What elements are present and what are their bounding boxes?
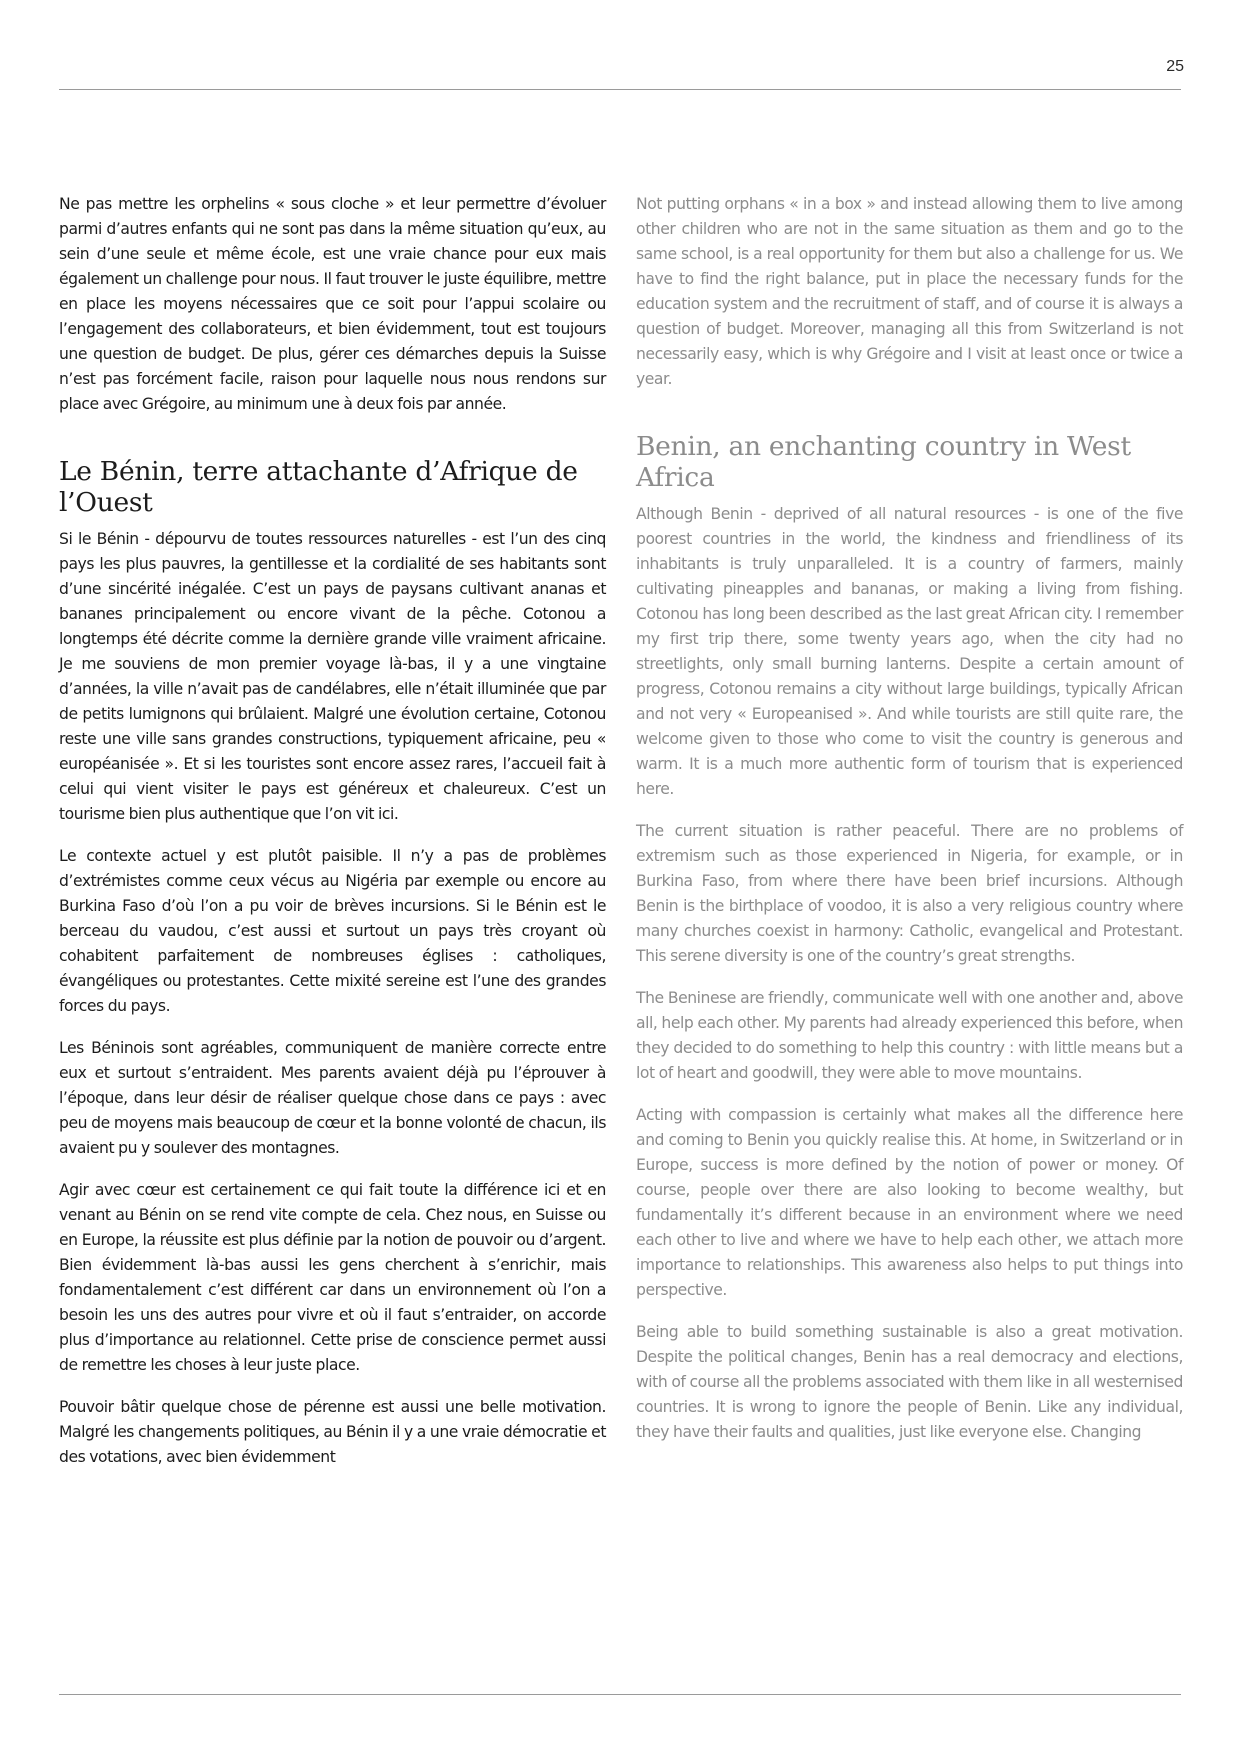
english-paragraph: Acting with compassion is certainly what makes all the difference here and coming to Benin you quickly realise this. At home, in Switzerland or in Europe, success is more defined by the notion of power or money. Of course, people over there are also looking to become wealthy, but fundamentally it’s different because in an environment where we need each other to live and where we have to help each other, we attach more importance to relationships. This awareness also helps to put things into perspective. (636, 1106, 1183, 1299)
english-paragraph: Being able to build something sustainable is also a great motivation. Despite the political changes, Benin has a real democracy and elections, with of course all the problems associated with them like in all westernised countries. It is wrong to ignore the people of Benin. Like any individual, they have their faults and qualities, just like everyone else. Changing (636, 1323, 1183, 1441)
french-paragraph: Le contexte actuel y est plutôt paisible. Il n’y a pas de problèmes d’extrémistes comme ceux vécus au Nigéria par exemple ou encore au Burkina Faso d’où l’on a pu voir de brèves incursions. Si le Bénin est le berceau du vaudou, c’est aussi et surtout un pays très croyant où cohabitent parfaitement de nombreuses églises : catholiques, évangéliques ou protestantes. Cette mixité sereine est l’une des grandes forces du pays. (59, 847, 606, 1015)
english-section-heading: Benin, an enchanting country in West Africa (636, 431, 1131, 493)
french-column (59, 192, 606, 1487)
english-intro-paragraph: Not putting orphans « in a box » and instead allowing them to live among other children who are not in the same situation as them and go to the same school, is a real opportunity for them but also a challenge for us. We have to find the right balance, put in place the necessary funds for the education system and the recruitment of staff, and of course it is always a question of budget. Moreover, managing all this from Switzerland is not necessarily easy, which is why Grégoire and I visit at least once or twice a year. (636, 195, 1183, 388)
header-divider (59, 89, 1181, 90)
english-paragraph: The Beninese are friendly, communicate well with one another and, above all, help each other. My parents had already experienced this before, when they decided to do something to help this country : with little means but a lot of heart and goodwill, they were able to move mountains. (636, 989, 1183, 1082)
french-paragraph: Pouvoir bâtir quelque chose de pérenne est aussi une belle motivation. Malgré les changements politiques, au Bénin il y a une vraie démocratie et des votations, avec bien évidemment (59, 1398, 606, 1466)
page-number: 25 (1166, 58, 1184, 75)
english-paragraph: Although Benin - deprived of all natural resources - is one of the five poorest countries in the world, the kindness and friendliness of its inhabitants is truly unparalleled. It is a country of farmers, mainly cultivating pineapples and bananas, or making a living from fishing. Cotonou has long been described as the last great African city. I remember my first trip there, some twenty years ago, when the city had no streetlights, only small burning lanterns. Despite a certain amount of progress, Cotonou remains a city without large buildings, typically African and not very « Europeanised ». And while tourists are still quite rare, the welcome given to those who come to visit the country is generous and warm. It is a much more authentic form of tourism that is experienced here. (636, 505, 1183, 798)
french-paragraph: Agir avec cœur est certainement ce qui fait toute la différence ici et en venant au Bénin on se rend vite compte de cela. Chez nous, en Suisse ou en Europe, la réussite est plus définie par la notion de pouvoir ou d’argent. Bien évidemment là-bas aussi les gens cherchent à s’enrichir, mais fondamentalement c’est différent car dans un environnement où l’on a besoin les uns des autres pour vivre et où il faut s’entraider, on accorde plus d’importance au relationnel. Cette prise de conscience permet aussi de remettre les choses à leur juste place. (59, 1181, 606, 1374)
footer-divider (59, 1694, 1181, 1695)
english-paragraph: The current situation is rather peaceful. There are no problems of extremism such as those experienced in Nigeria, for example, or in Burkina Faso, from where there have been brief incursions. Although Benin is the birthplace of voodoo, it is also a very religious country where many churches coexist in harmony: Catholic, evangelical and Protestant. This serene diversity is one of the country’s great strengths. (636, 822, 1183, 965)
french-paragraph: Si le Bénin - dépourvu de toutes ressources naturelles - est l’un des cinq pays les plus pauvres, la gentillesse et la cordialité de ses habitants sont d’une sincérité inégalée. C’est un pays de paysans cultivant ananas et bananes principalement ou encore vivant de la pêche. Cotonou a longtemps été décrite comme la dernière grande ville vraiment africaine. Je me souviens de mon premier voyage là-bas, il y a une vingtaine d’années, la ville n’avait pas de candélabres, elle n’était illuminée que par de petits lumignons qui brûlaient. Malgré une évolution certaine, Cotonou reste une ville sans grandes constructions, typiquement africaine, peu « européanisée ». Et si les touristes sont encore assez rares, l’accueil fait à celui qui vient visiter le pays est généreux et chaleureux. C’est un tourisme bien plus authentique que l’on vit ici. (59, 530, 606, 823)
french-intro-paragraph: Ne pas mettre les orphelins « sous cloche » et leur permettre d’évoluer parmi d’autres enfants qui ne sont pas dans la même situation qu’eux, au sein d’une seule et même école, est une vraie chance pour eux mais également un challenge pour nous. Il faut trouver le juste équilibre, mettre en place les moyens nécessaires que ce soit pour l’appui scolaire ou l’engagement des collaborateurs, et bien évidemment, tout est toujours une question de budget. De plus, gérer ces démarches depuis la Suisse n’est pas forcément facile, raison pour laquelle nous nous rendons sur place avec Grégoire, au minimum une à deux fois par année. (59, 195, 606, 413)
french-paragraph: Les Béninois sont agréables, communiquent de manière correcte entre eux et surtout s’entraident. Mes parents avaient déjà pu l’éprouver à l’époque, dans leur désir de réaliser quelque chose dans ce pays : avec peu de moyens mais beaucoup de cœur et la bonne volonté de chacun, ils avaient pu y soulever des montagnes. (59, 1039, 606, 1157)
french-section-heading: Le Bénin, terre attachante d’Afrique de l’Ouest (59, 456, 578, 518)
english-column (636, 192, 1183, 1462)
